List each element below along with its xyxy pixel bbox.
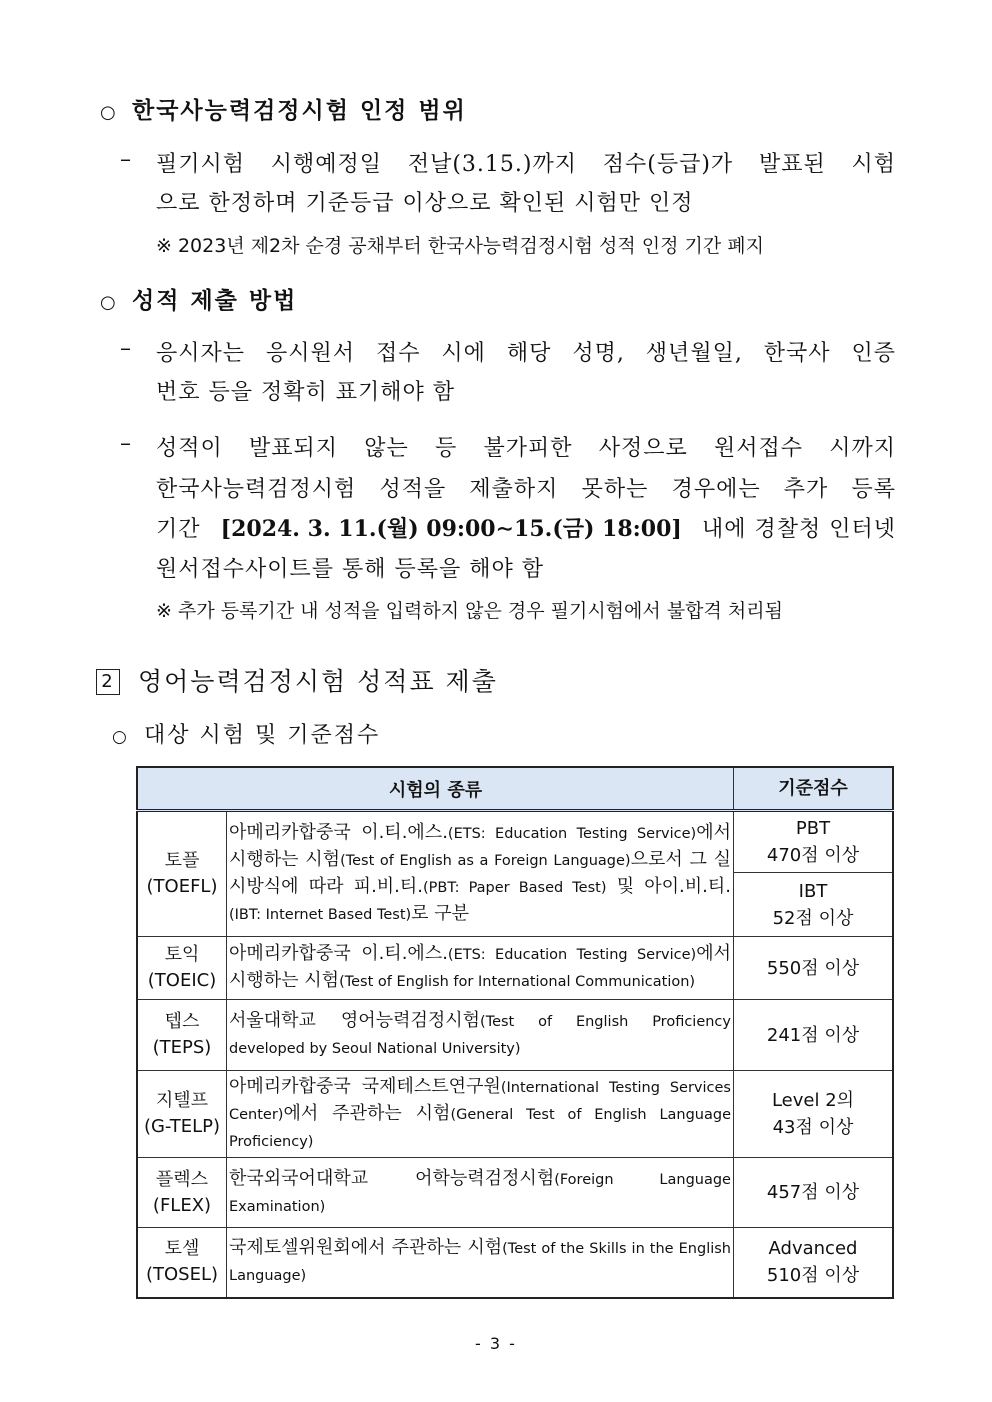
description-run: (International Testing Services Center) [229, 1079, 731, 1123]
score-line: Advanced [768, 1238, 858, 1260]
exam-abbr: (TOSEL) [145, 1264, 219, 1286]
exam-name: 지텔프 [155, 1090, 209, 1111]
list-item-continuation: 한국사능력검정시험 성적을 제출하지 못하는 경우에는 추가 등록 [156, 477, 896, 502]
exam-description [227, 1071, 734, 1158]
exam-abbr: (FLEX) [152, 1194, 212, 1216]
list-item [120, 336, 896, 367]
description-run: 로 구분 [411, 903, 470, 924]
exam-abbr: (G-TELP) [143, 1116, 221, 1137]
exam-name-cell [137, 811, 227, 937]
score-cell [734, 1158, 894, 1228]
description-run: 서울대학교 영어능력검정시험 [229, 1010, 481, 1031]
text-fragment: 기간 [156, 517, 201, 542]
description-run: (ETS: Education Testing Service) [447, 947, 697, 963]
exam-name-cell [137, 1000, 227, 1071]
exam-name: 토셀 [164, 1238, 200, 1260]
description-run: (Test of the Skills in the English Language) [229, 1241, 731, 1285]
score-line: 43점 이상 [772, 1117, 854, 1138]
table-row [137, 811, 893, 873]
exam-description [227, 811, 734, 937]
text-fragment: 내에 경찰청 인터넷 [701, 517, 896, 542]
description-run: (Test of English as a Foreign Language) [340, 853, 631, 869]
list-item [120, 431, 896, 462]
score-line: 510점 이상 [766, 1265, 860, 1287]
list-item-continuation: 으로 한정하며 기준등급 이상으로 확인된 시험만 인정 [156, 191, 694, 216]
description-run: (PBT: Paper Based Test) [423, 880, 607, 896]
header-exam-type: 시험의 종류 [137, 767, 734, 811]
description-run: (Test of English Proficiency developed by Seoul National University) [229, 1014, 731, 1057]
section-heading-korean-history-scope [100, 92, 467, 125]
note-text: ※ 추가 등록기간 내 성적을 입력하지 않은 경우 필기시험에서 불합격 처리됨 [156, 600, 783, 622]
table-row [137, 1071, 893, 1158]
score-line: 550점 이상 [766, 957, 860, 979]
circle-bullet: ○ [100, 292, 118, 313]
exam-name: 토익 [164, 944, 200, 965]
score-cell [734, 811, 894, 873]
list-item-continuation: 원서접수사이트를 통해 등록을 해야 함 [156, 557, 545, 582]
dash-bullet: – [120, 336, 132, 361]
exam-name: 텝스 [164, 1011, 200, 1032]
header-score: 기준점수 [734, 767, 894, 811]
score-line: 470점 이상 [766, 845, 860, 866]
description-run: (General Test of English Language Proficiency) [229, 1106, 732, 1150]
score-cell [734, 937, 894, 1000]
exam-abbr: (TEPS) [152, 1037, 212, 1058]
description-run: 에서 시행하는 시험 [229, 943, 731, 991]
description-run: 에서 주관하는 시험 [283, 1102, 451, 1124]
subheading-text: 대상 시험 및 기준점수 [144, 723, 381, 748]
description-run: 한국외국어대학교 어학능력검정시험 [229, 1167, 555, 1189]
description-run: 국제토셀위원회에서 주관하는 시험 [229, 1237, 503, 1259]
section-number-box: 2 [96, 669, 120, 695]
list-item [120, 147, 896, 178]
exam-abbr: (TOEFL) [146, 876, 218, 897]
score-cell [734, 873, 894, 937]
list-item-text: 성적이 발표되지 않는 등 불가피한 사정으로 원서접수 시까지 [156, 436, 896, 461]
description-run: (Foreign Language Examination) [229, 1171, 731, 1215]
description-run: (IBT: Internet Based Test) [229, 907, 412, 923]
description-run: 아메리카합중국 국제테스트연구원 [229, 1075, 501, 1097]
table-row [137, 1000, 893, 1071]
table-header-row [137, 767, 893, 811]
circle-bullet: ○ [112, 727, 129, 747]
section-heading-text: 한국사능력검정시험 인정 범위 [132, 98, 467, 124]
score-line: 457점 이상 [766, 1182, 860, 1203]
exam-name-cell [137, 937, 227, 1000]
note-text: ※ 2023년 제2차 순경 공채부터 한국사능력검정시험 성적 인정 기간 폐지 [156, 235, 764, 257]
description-run: 으로서 그 실시방식에 따라 피.비.티. [229, 849, 732, 897]
dash-bullet: – [120, 147, 132, 172]
registration-period: [2024. 3. 11.(월) 09:00∼15.(금) 18:00] [220, 516, 682, 542]
section-heading-text: 성적 제출 방법 [132, 288, 298, 314]
exam-abbr: (TOEIC) [147, 970, 217, 991]
description-run: (ETS: Education Testing Service) [447, 826, 697, 842]
exam-description [227, 1158, 734, 1228]
section-heading-text: 영어능력검정시험 성적표 제출 [138, 667, 498, 696]
subheading [112, 718, 380, 749]
list-item-text: 응시자는 응시원서 접수 시에 해당 성명, 생년월일, 한국사 인증 [156, 341, 896, 366]
exam-name: 플렉스 [155, 1168, 209, 1190]
score-cell [734, 1000, 894, 1071]
exam-description [227, 1000, 734, 1071]
exam-name-cell [137, 1228, 227, 1298]
score-line: PBT [795, 818, 831, 839]
score-cell [734, 1228, 894, 1298]
section-heading-submission-method [100, 282, 297, 315]
section-heading-english-test [96, 662, 498, 698]
score-line: 52점 이상 [772, 907, 854, 929]
exam-name-cell [137, 1158, 227, 1228]
table-row [137, 1228, 893, 1298]
description-run: 아메리카합중국 이.티.에스. [229, 822, 448, 843]
exam-description [227, 1228, 734, 1298]
score-line: IBT [798, 880, 828, 902]
english-test-table [136, 766, 894, 1299]
list-item-continuation [156, 512, 896, 543]
table-row [137, 937, 893, 1000]
description-run: 에서 시행하는 시험 [229, 822, 731, 870]
exam-name: 토플 [164, 850, 200, 871]
exam-name-cell [137, 1071, 227, 1158]
score-line: 241점 이상 [766, 1024, 860, 1046]
exam-description [227, 937, 734, 1000]
score-line: Level 2의 [771, 1090, 855, 1111]
circle-bullet: ○ [100, 102, 118, 123]
list-item-continuation: 번호 등을 정확히 표기해야 함 [156, 380, 455, 405]
table-row [137, 1158, 893, 1228]
description-run: 아메리카합중국 이.티.에스. [229, 943, 448, 964]
page-number: - 3 - [475, 1334, 517, 1353]
list-item-text: 필기시험 시행예정일 전날(3.15.)까지 점수(등급)가 발표된 시험 [156, 152, 896, 177]
score-cell [734, 1071, 894, 1158]
dash-bullet: – [120, 431, 132, 456]
description-run: 및 아이.비.티. [606, 876, 731, 897]
description-run: (Test of English for International Communication) [339, 974, 696, 990]
